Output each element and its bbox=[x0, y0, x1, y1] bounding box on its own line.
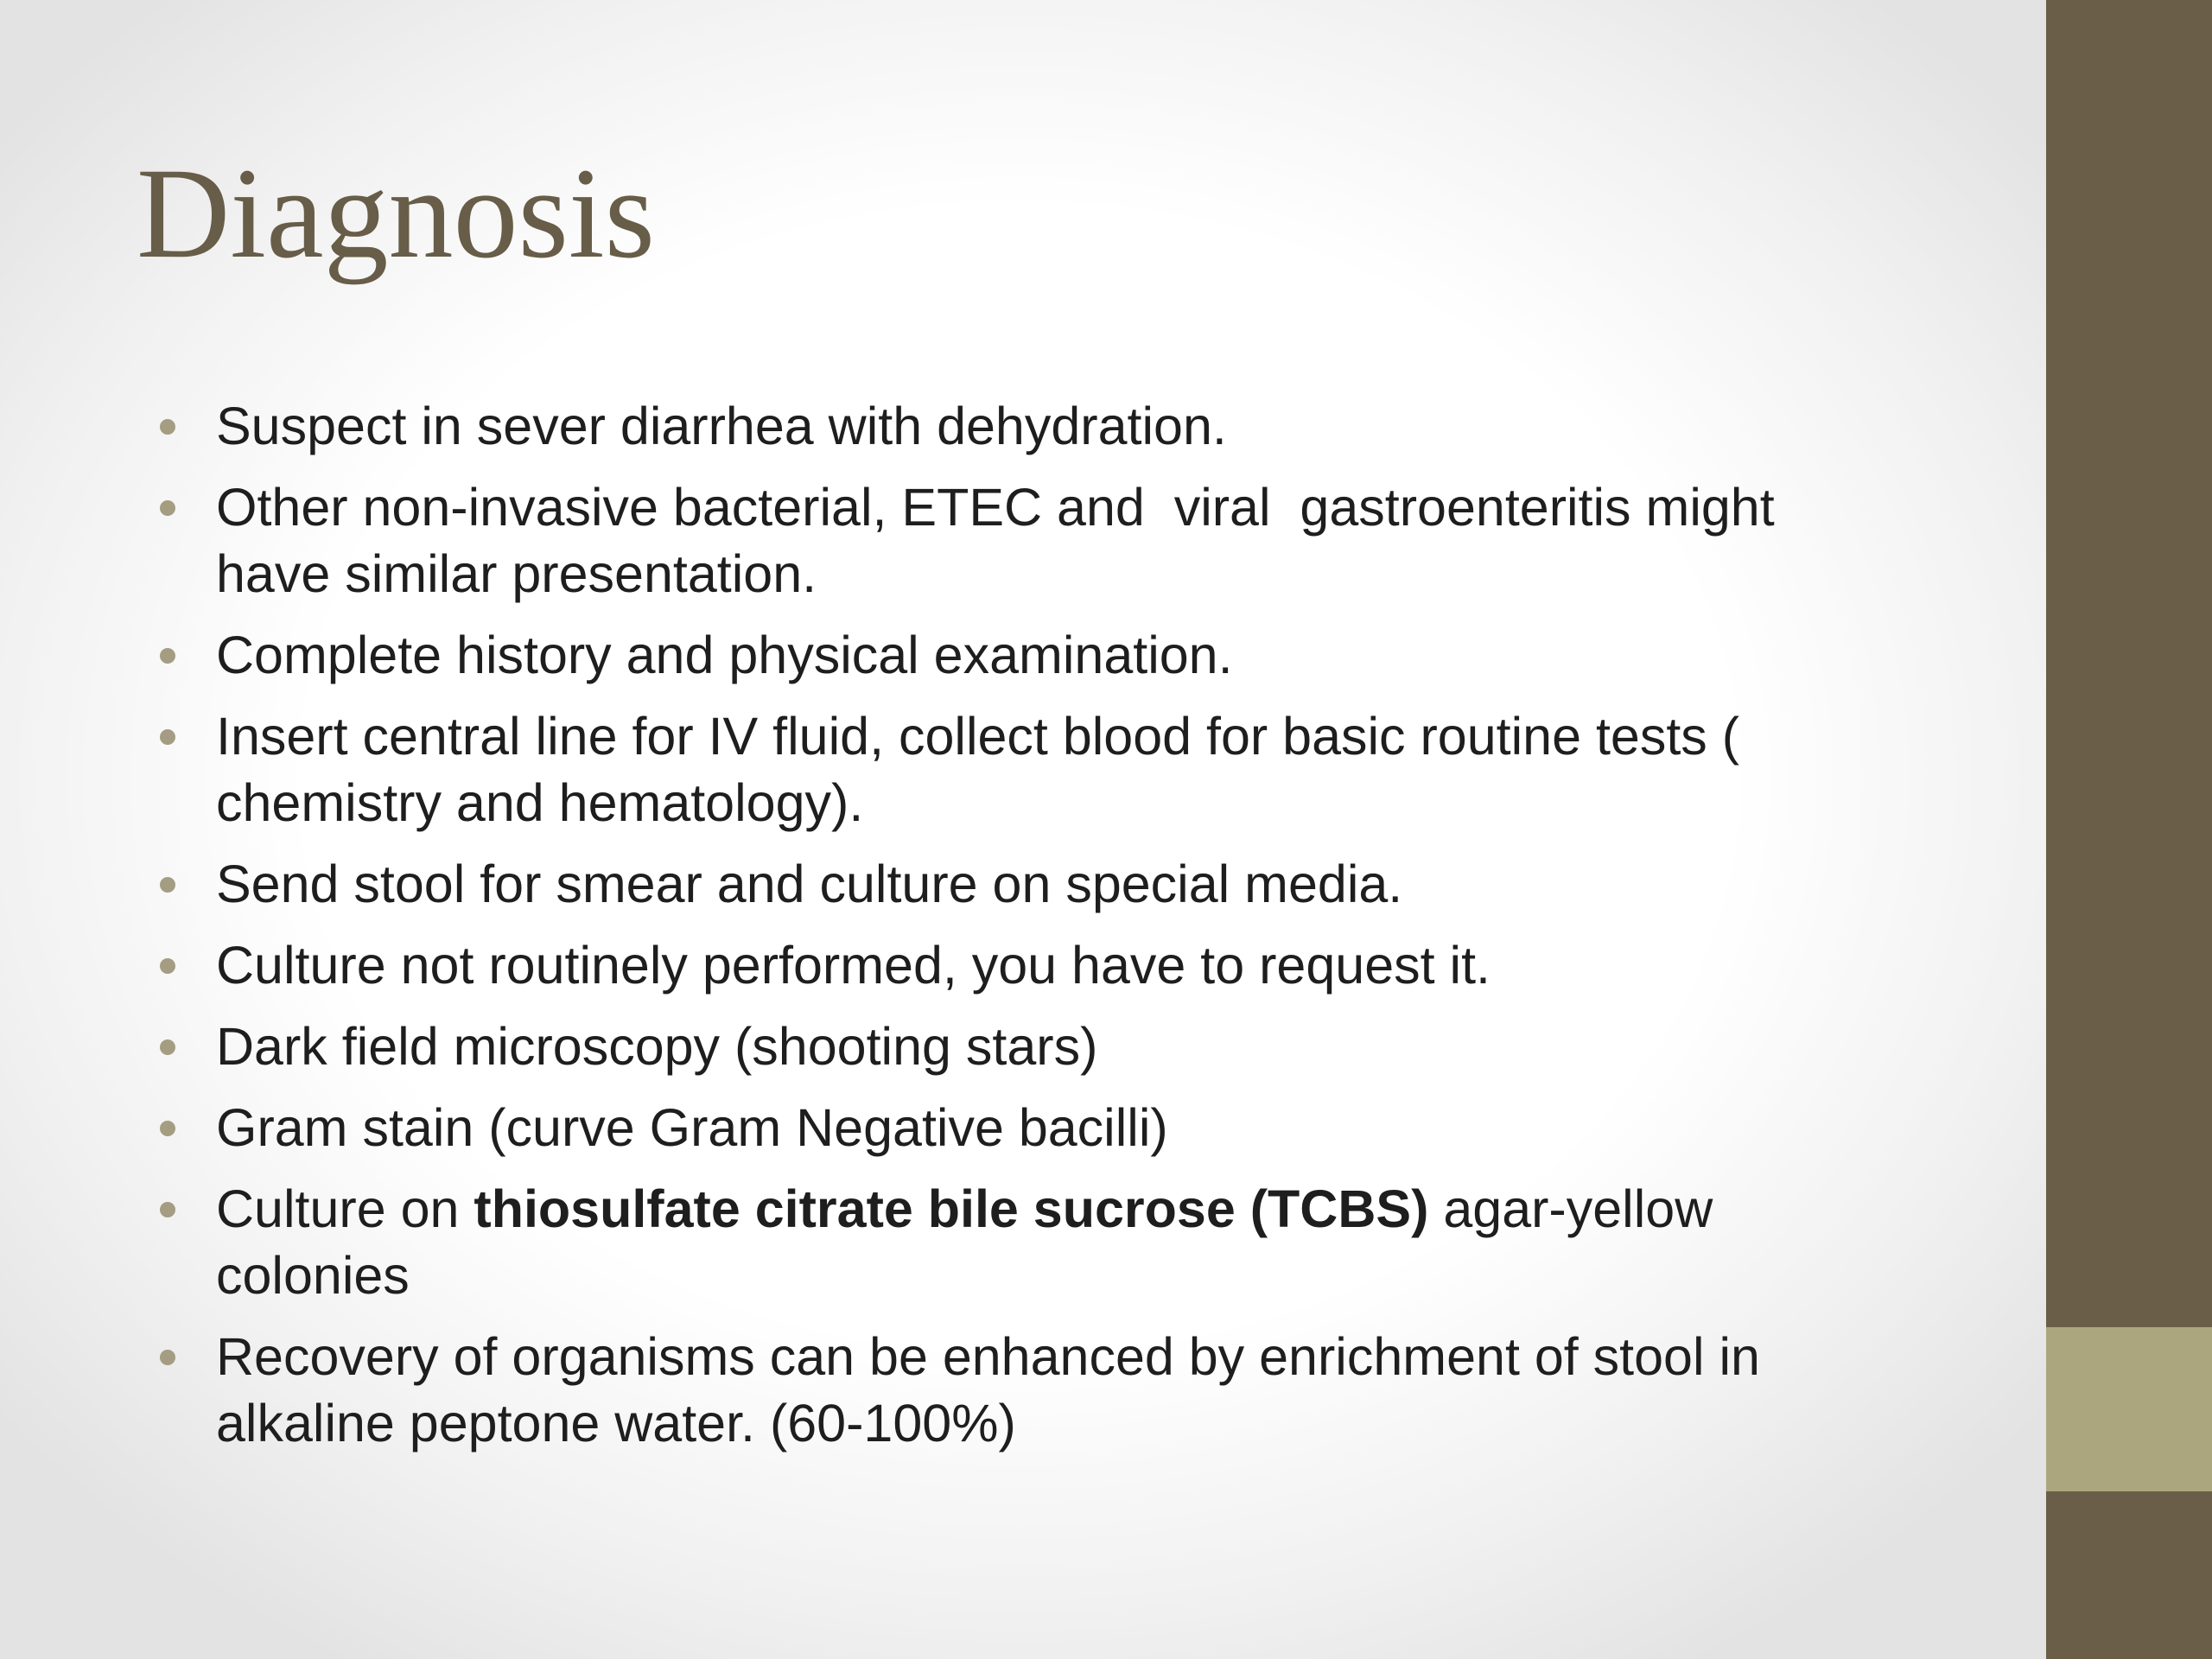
bullet-text-prefix: Culture on bbox=[216, 1179, 474, 1238]
bullet-item bbox=[0, 851, 1901, 918]
bullet-dot-icon bbox=[160, 648, 175, 664]
bullet-item bbox=[0, 703, 1901, 836]
bullet-item bbox=[0, 1324, 1901, 1457]
bullet-dot-icon bbox=[160, 1121, 175, 1136]
bullet-dot-icon bbox=[160, 1350, 175, 1365]
bullet-dot-icon bbox=[160, 729, 175, 745]
bullet-dot-icon bbox=[160, 877, 175, 893]
bullet-text: Dark field microscopy (shooting stars) bbox=[216, 1017, 1098, 1076]
bullet-text: Send stool for smear and culture on special media. bbox=[216, 855, 1403, 913]
bullet-item bbox=[0, 932, 1901, 999]
bullet-item bbox=[0, 1014, 1901, 1080]
bullet-dot-icon bbox=[160, 500, 175, 516]
bullet-text: Insert central line for IV fluid, collect blood for basic routine tests ( chemistry and hematology). bbox=[216, 707, 1740, 832]
bullet-dot-icon bbox=[160, 1039, 175, 1055]
bullet-text-emphasis: thiosulfate citrate bile sucrose (TCBS) bbox=[474, 1179, 1429, 1238]
bullet-dot-icon bbox=[160, 1202, 175, 1217]
bullet-text: Other non-invasive bacterial, ETEC and viral gastroenteritis might have similar presentation. bbox=[216, 478, 1789, 603]
side-decoration-accent bbox=[2046, 1327, 2212, 1491]
bullet-text: Complete history and physical examination. bbox=[216, 626, 1233, 684]
bullet-item bbox=[0, 474, 1901, 607]
bullet-text: Suspect in sever diarrhea with dehydration. bbox=[216, 397, 1227, 455]
bullet-text: Culture not routinely performed, you have to request it. bbox=[216, 936, 1491, 995]
bullet-text: Gram stain (curve Gram Negative bacilli) bbox=[216, 1098, 1168, 1157]
bullet-item bbox=[0, 622, 1901, 689]
slide-title: Diagnosis bbox=[137, 142, 655, 285]
bullet-dot-icon bbox=[160, 419, 175, 435]
bullet-item bbox=[0, 393, 1901, 460]
bullet-text-suffix: agar-yellow colonies bbox=[216, 1179, 1728, 1305]
bullet-text: Recovery of organisms can be enhanced by enrichment of stool in alkaline peptone water. (60-100%) bbox=[216, 1327, 1760, 1452]
bullet-item bbox=[0, 1095, 1901, 1161]
bullet-list bbox=[0, 393, 1987, 1471]
bullet-dot-icon bbox=[160, 958, 175, 974]
bullet-item bbox=[0, 1176, 1901, 1309]
